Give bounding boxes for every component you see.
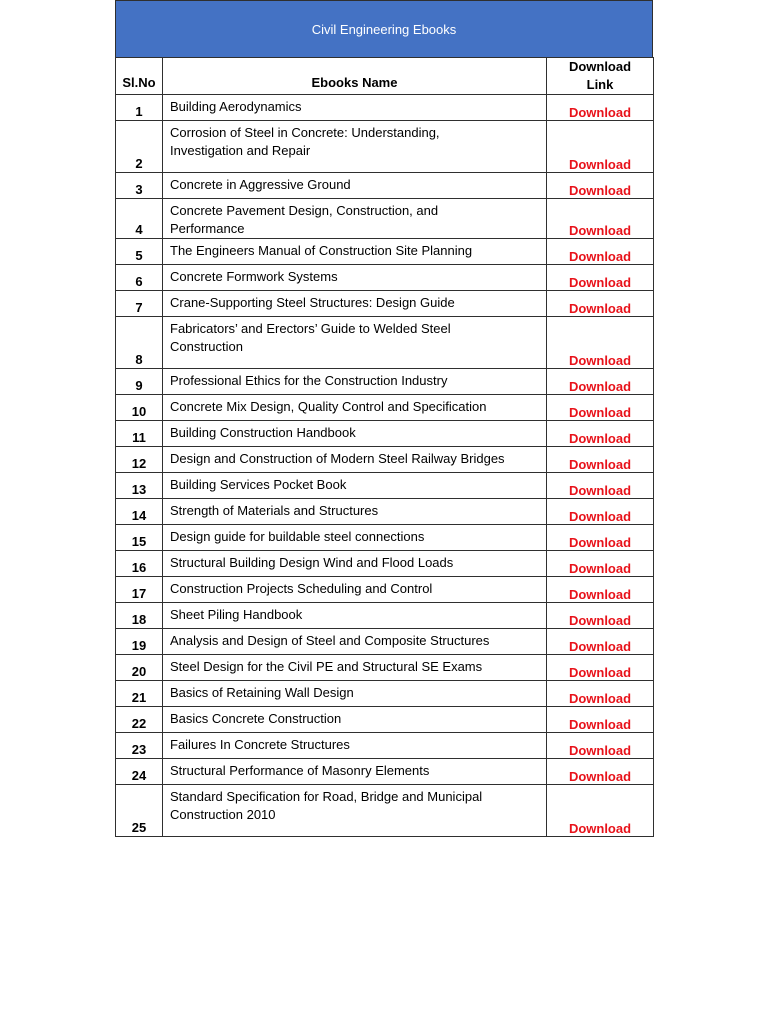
row-ebook-name: Crane-Supporting Steel Structures: Design Guide [163, 291, 547, 317]
row-ebook-name-line1: Corrosion of Steel in Concrete: Understanding, [170, 125, 440, 140]
row-ebook-name-line2: Construction 2010 [170, 807, 276, 822]
download-link[interactable]: Download [568, 275, 632, 290]
row-ebook-name-line1: Concrete Pavement Design, Construction, and [170, 203, 439, 218]
row-download-cell [547, 369, 654, 395]
header-download-link [547, 58, 654, 95]
table-row [116, 551, 654, 577]
row-ebook-name: Building Construction Handbook [163, 421, 547, 447]
row-ebook-name: Concrete Mix Design, Quality Control and Specification [163, 395, 547, 421]
row-ebook-name: Steel Design for the Civil PE and Structural SE Exams [163, 655, 547, 681]
row-sl-no: 14 [116, 499, 163, 525]
row-ebook-name: Failures In Concrete Structures [163, 733, 547, 759]
table-row [116, 173, 654, 199]
row-ebook-name: Basics Concrete Construction [163, 707, 547, 733]
row-sl-no: 24 [116, 759, 163, 785]
table-row [116, 395, 654, 421]
row-ebook-name-line2: Construction [170, 339, 243, 354]
table-row [116, 473, 654, 499]
row-download-cell [547, 499, 654, 525]
row-sl-no: 11 [116, 421, 163, 447]
download-link[interactable]: Download [568, 157, 632, 172]
row-ebook-name: The Engineers Manual of Construction Site Planning [163, 239, 547, 265]
row-sl-no: 19 [116, 629, 163, 655]
row-sl-no: 1 [116, 95, 163, 121]
row-ebook-name [163, 785, 547, 837]
row-sl-no: 15 [116, 525, 163, 551]
download-link[interactable]: Download [568, 509, 632, 524]
table-row [116, 577, 654, 603]
row-ebook-name: Professional Ethics for the Construction Industry [163, 369, 547, 395]
download-link[interactable]: Download [568, 639, 632, 654]
row-sl-no: 5 [116, 239, 163, 265]
row-sl-no: 23 [116, 733, 163, 759]
table-row [116, 291, 654, 317]
row-download-cell [547, 681, 654, 707]
download-link[interactable]: Download [568, 223, 632, 238]
table-row [116, 499, 654, 525]
row-download-cell [547, 121, 654, 173]
row-sl-no: 8 [116, 317, 163, 369]
download-link[interactable]: Download [568, 301, 632, 316]
row-download-cell [547, 603, 654, 629]
download-link[interactable]: Download [568, 353, 632, 368]
download-link[interactable]: Download [568, 769, 632, 784]
row-ebook-name: Design guide for buildable steel connections [163, 525, 547, 551]
table-row [116, 681, 654, 707]
row-ebook-name [163, 199, 547, 239]
row-download-cell [547, 473, 654, 499]
row-sl-no: 13 [116, 473, 163, 499]
table-row [116, 733, 654, 759]
row-download-cell [547, 447, 654, 473]
row-ebook-name-line1: Standard Specification for Road, Bridge and Municipal [170, 789, 483, 804]
row-download-cell [547, 551, 654, 577]
download-link[interactable]: Download [568, 561, 632, 576]
row-sl-no: 21 [116, 681, 163, 707]
download-link[interactable]: Download [568, 587, 632, 602]
row-ebook-name: Analysis and Design of Steel and Composite Structures [163, 629, 547, 655]
row-download-cell [547, 421, 654, 447]
header-sl-no: Sl.No [116, 58, 163, 95]
download-link[interactable]: Download [568, 535, 632, 550]
row-download-cell [547, 577, 654, 603]
download-link[interactable]: Download [568, 691, 632, 706]
download-link[interactable]: Download [568, 717, 632, 732]
row-ebook-name: Sheet Piling Handbook [163, 603, 547, 629]
table-row [116, 265, 654, 291]
row-sl-no: 7 [116, 291, 163, 317]
table-row [116, 655, 654, 681]
row-download-cell [547, 759, 654, 785]
row-download-cell [547, 291, 654, 317]
row-ebook-name [163, 121, 547, 173]
row-download-cell [547, 173, 654, 199]
row-download-cell [547, 785, 654, 837]
row-download-cell [547, 199, 654, 239]
download-link[interactable]: Download [568, 405, 632, 420]
header-download-link-line1: Download [568, 59, 632, 74]
table-row [116, 707, 654, 733]
row-ebook-name: Concrete Formwork Systems [163, 265, 547, 291]
row-sl-no: 22 [116, 707, 163, 733]
row-ebook-name-line1: Fabricators’ and Erectors’ Guide to Welded Steel [170, 321, 451, 336]
table-row [116, 239, 654, 265]
row-sl-no: 18 [116, 603, 163, 629]
row-ebook-name: Structural Building Design Wind and Flood Loads [163, 551, 547, 577]
row-ebook-name: Design and Construction of Modern Steel Railway Bridges [163, 447, 547, 473]
row-download-cell [547, 395, 654, 421]
row-sl-no: 16 [116, 551, 163, 577]
table-row [116, 603, 654, 629]
header-download-link-line2: Link [586, 77, 614, 92]
ebooks-table [115, 57, 654, 837]
row-download-cell [547, 655, 654, 681]
row-download-cell [547, 265, 654, 291]
row-sl-no: 25 [116, 785, 163, 837]
table-row [116, 785, 654, 837]
table-row [116, 199, 654, 239]
download-link[interactable]: Download [568, 249, 632, 264]
row-ebook-name: Building Services Pocket Book [163, 473, 547, 499]
row-download-cell [547, 95, 654, 121]
table-row [116, 759, 654, 785]
table-row [116, 421, 654, 447]
row-sl-no: 12 [116, 447, 163, 473]
table-row [116, 629, 654, 655]
row-ebook-name [163, 317, 547, 369]
row-download-cell [547, 317, 654, 369]
row-ebook-name: Structural Performance of Masonry Elements [163, 759, 547, 785]
row-sl-no: 2 [116, 121, 163, 173]
row-ebook-name: Concrete in Aggressive Ground [163, 173, 547, 199]
sheet-title: Civil Engineering Ebooks [115, 0, 653, 57]
row-sl-no: 6 [116, 265, 163, 291]
table-row [116, 369, 654, 395]
table-row [116, 317, 654, 369]
table-row [116, 447, 654, 473]
download-link[interactable]: Download [568, 665, 632, 680]
download-link[interactable]: Download [568, 457, 632, 472]
row-ebook-name: Construction Projects Scheduling and Control [163, 577, 547, 603]
row-download-cell [547, 733, 654, 759]
row-ebook-name: Basics of Retaining Wall Design [163, 681, 547, 707]
row-ebook-name: Building Aerodynamics [163, 95, 547, 121]
header-ebooks-name: Ebooks Name [163, 58, 547, 95]
row-ebook-name: Strength of Materials and Structures [163, 499, 547, 525]
download-link[interactable]: Download [568, 379, 632, 394]
ebooks-sheet [115, 0, 653, 837]
row-download-cell [547, 629, 654, 655]
download-link[interactable]: Download [568, 483, 632, 498]
row-sl-no: 9 [116, 369, 163, 395]
download-link[interactable]: Download [568, 821, 632, 836]
header-row [116, 58, 654, 95]
download-link[interactable]: Download [568, 431, 632, 446]
row-sl-no: 3 [116, 173, 163, 199]
row-sl-no: 20 [116, 655, 163, 681]
row-sl-no: 10 [116, 395, 163, 421]
row-download-cell [547, 239, 654, 265]
row-sl-no: 17 [116, 577, 163, 603]
download-link[interactable]: Download [568, 183, 632, 198]
row-download-cell [547, 525, 654, 551]
row-ebook-name-line2: Performance [170, 221, 245, 236]
row-ebook-name-line2: Investigation and Repair [170, 143, 311, 158]
table-row [116, 121, 654, 173]
row-download-cell [547, 707, 654, 733]
download-link[interactable]: Download [568, 105, 632, 120]
download-link[interactable]: Download [568, 743, 632, 758]
download-link[interactable]: Download [568, 613, 632, 628]
table-row [116, 95, 654, 121]
row-sl-no: 4 [116, 199, 163, 239]
table-row [116, 525, 654, 551]
